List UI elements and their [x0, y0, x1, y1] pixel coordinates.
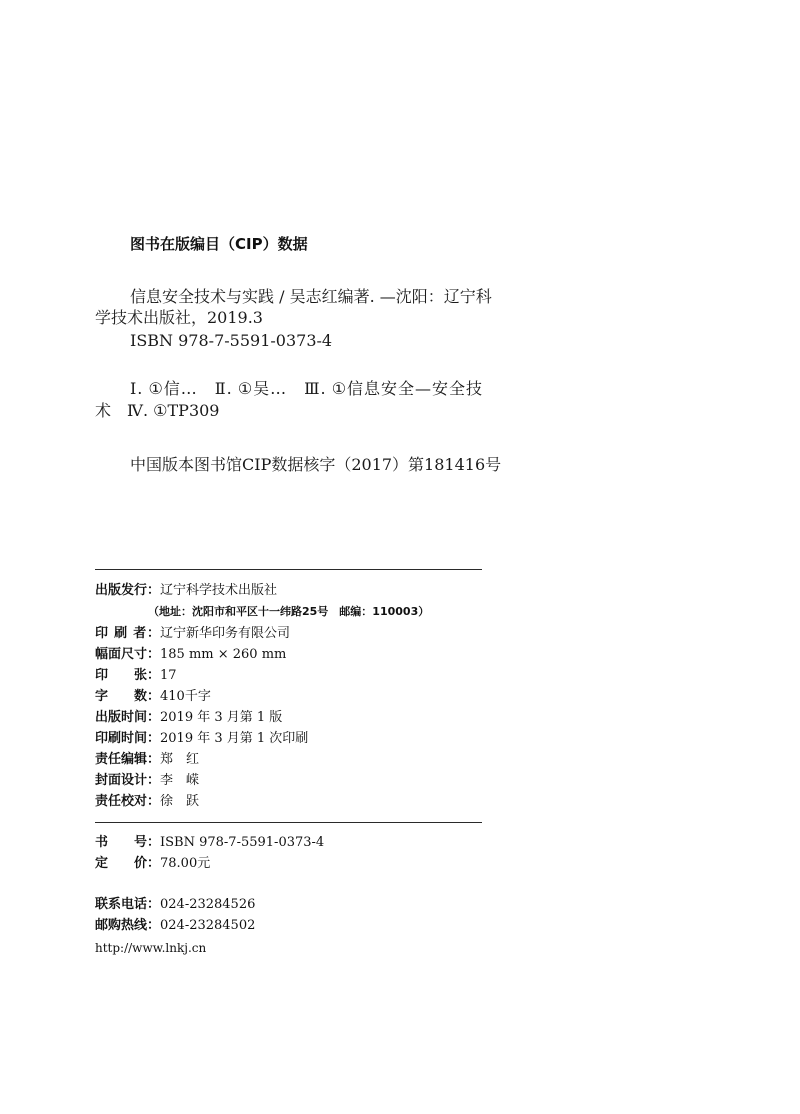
imprint-row-publisher: [95, 583, 277, 599]
row-value: 17: [160, 668, 177, 683]
imprint-row-cover-design: [95, 773, 199, 789]
row-label: 定 价：: [95, 856, 161, 871]
cip-heading: 图书在版编目（CIP）数据: [130, 235, 308, 253]
row-value: 2019 年 3 月第 1 次印刷: [160, 731, 309, 746]
row-value: 024-23284526: [160, 897, 256, 912]
row-label: 封面设计：: [95, 773, 161, 788]
row-value: 李 嵘: [160, 773, 200, 788]
row-label: 责任校对：: [95, 794, 161, 809]
subject-classification-line: 术 Ⅳ. ①TP309: [95, 401, 220, 420]
cip-isbn-line: ISBN 978-7-5591-0373-4: [130, 331, 333, 350]
imprint-row-editor: [95, 752, 199, 768]
address-line: （地址：沈阳市和平区十一纬路25号 邮编：110003）: [148, 605, 430, 618]
row-value: 78.00元: [160, 856, 211, 871]
imprint-row-word-count: [95, 689, 211, 705]
row-label: 幅面尺寸：: [95, 647, 161, 662]
row-label: 字 数：: [95, 689, 161, 704]
row-value: 徐 跃: [160, 794, 200, 809]
row-value: 郑 红: [160, 752, 200, 767]
cip-entry-line: 信息安全技术与实践 / 吴志红编著. —沈阳：辽宁科: [130, 287, 492, 306]
imprint-row-publish-date: [95, 710, 282, 726]
imprint-row-printer: [95, 626, 290, 642]
row-value: 410千字: [160, 689, 211, 704]
website-url: http://www.lnkj.cn: [95, 941, 207, 955]
divider: [95, 822, 482, 823]
row-label: 责任编辑：: [95, 752, 161, 767]
imprint-row-print-date: [95, 731, 308, 747]
imprint-row-format: [95, 647, 286, 663]
cip-entry-line: 学技术出版社，2019.3: [95, 308, 263, 327]
row-value: 辽宁科学技术出版社: [160, 583, 278, 598]
imprint-row-proofreader: [95, 794, 199, 810]
divider: [95, 569, 482, 570]
book-number-row: [95, 835, 324, 851]
mail-order-row: [95, 918, 255, 934]
row-value: ISBN 978-7-5591-0373-4: [160, 835, 325, 850]
cip-number: 中国版本图书馆CIP数据核字（2017）第181416号: [130, 455, 502, 474]
contact-phone-row: [95, 897, 255, 913]
row-label: 书 号：: [95, 835, 161, 850]
row-value: 185 mm × 260 mm: [160, 647, 287, 662]
row-label: 印 刷 者：: [95, 626, 160, 641]
subject-classification-line: Ⅰ. ①信… Ⅱ. ①吴… Ⅲ. ①信息安全—安全技: [130, 379, 482, 398]
row-label: 联系电话：: [95, 897, 161, 912]
price-row: [95, 856, 210, 872]
row-value: 024-23284502: [160, 918, 256, 933]
imprint-row-sheets: [95, 668, 177, 684]
row-value: 辽宁新华印务有限公司: [160, 626, 291, 641]
row-label: 印 张：: [95, 668, 161, 683]
row-label: 邮购热线：: [95, 918, 161, 933]
row-value: 2019 年 3 月第 1 版: [160, 710, 283, 725]
row-label: 印刷时间：: [95, 731, 161, 746]
row-label: 出版时间：: [95, 710, 161, 725]
row-label: 出版发行：: [95, 583, 161, 598]
